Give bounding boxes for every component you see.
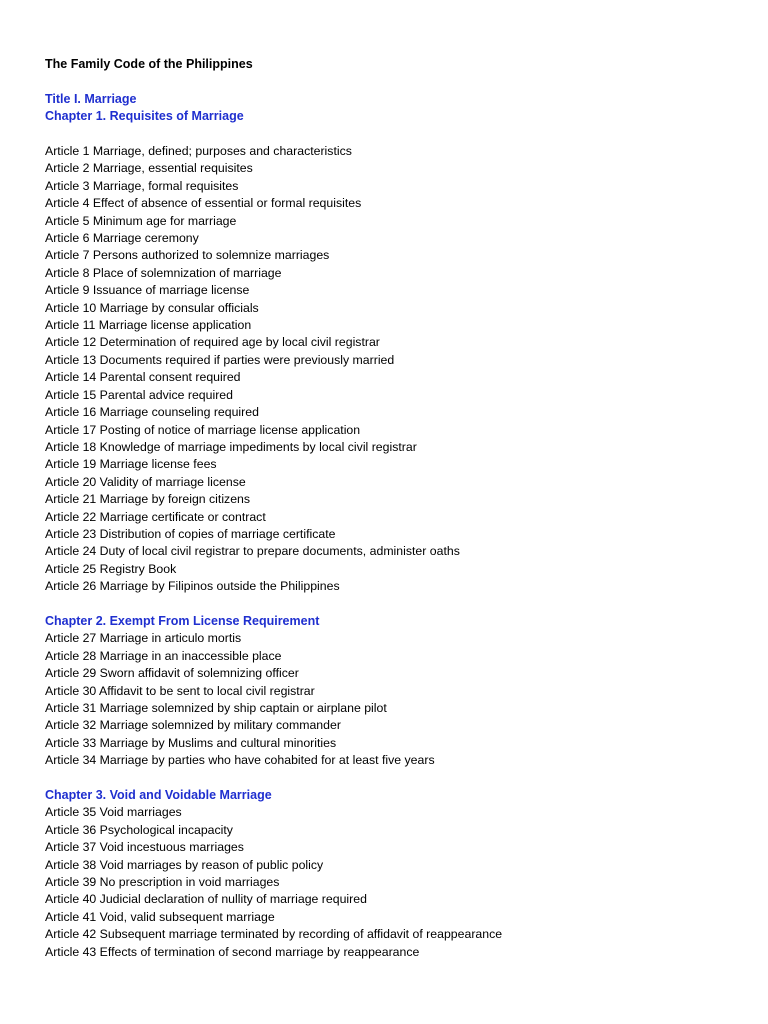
article-item: Article 25 Registry Book bbox=[45, 561, 177, 576]
article-item: Article 8 Place of solemnization of marriage bbox=[45, 265, 282, 280]
article-item: Article 20 Validity of marriage license bbox=[45, 474, 246, 489]
article-list bbox=[45, 630, 748, 769]
article-item: Article 28 Marriage in an inaccessible place bbox=[45, 648, 282, 663]
article-item: Article 14 Parental consent required bbox=[45, 370, 241, 385]
article-item: Article 38 Void marriages by reason of public policy bbox=[45, 857, 324, 872]
article-item: Article 33 Marriage by Muslims and cultural minorities bbox=[45, 735, 337, 750]
chapter-section bbox=[45, 613, 748, 770]
title-heading: Title I. Marriage bbox=[45, 91, 137, 106]
chapter-heading: Chapter 1. Requisites of Marriage bbox=[45, 109, 244, 124]
document-title: The Family Code of the Philippines bbox=[45, 57, 253, 71]
article-item: Article 24 Duty of local civil registrar to prepare documents, administer oaths bbox=[45, 544, 460, 559]
chapter-section bbox=[45, 787, 748, 961]
article-item: Article 22 Marriage certificate or contract bbox=[45, 509, 266, 524]
article-item: Article 43 Effects of termination of second marriage by reappearance bbox=[45, 944, 420, 959]
article-list bbox=[45, 143, 748, 596]
article-item: Article 36 Psychological incapacity bbox=[45, 822, 233, 837]
sections-container bbox=[45, 91, 748, 961]
chapter-heading: Chapter 3. Void and Voidable Marriage bbox=[45, 788, 272, 802]
article-item: Article 21 Marriage by foreign citizens bbox=[45, 492, 251, 507]
article-item: Article 29 Sworn affidavit of solemnizing officer bbox=[45, 666, 299, 681]
article-item: Article 4 Effect of absence of essential or formal requisites bbox=[45, 196, 362, 211]
article-item: Article 37 Void incestuous marriages bbox=[45, 840, 244, 855]
article-item: Article 1 Marriage, defined; purposes and characteristics bbox=[45, 144, 352, 158]
article-item: Article 17 Posting of notice of marriage license application bbox=[45, 422, 361, 437]
article-item: Article 41 Void, valid subsequent marriage bbox=[45, 909, 275, 924]
article-item: Article 9 Issuance of marriage license bbox=[45, 283, 250, 298]
article-item: Article 23 Distribution of copies of marriage certificate bbox=[45, 526, 336, 541]
article-item: Article 6 Marriage ceremony bbox=[45, 231, 199, 246]
spacer bbox=[45, 126, 748, 143]
article-item: Article 2 Marriage, essential requisites bbox=[45, 161, 253, 176]
chapter-heading: Chapter 2. Exempt From License Requirement bbox=[45, 613, 320, 628]
article-item: Article 30 Affidavit to be sent to local civil registrar bbox=[45, 683, 315, 698]
article-item: Article 13 Documents required if parties were previously married bbox=[45, 352, 395, 367]
article-item: Article 27 Marriage in articulo mortis bbox=[45, 631, 242, 646]
article-item: Article 35 Void marriages bbox=[45, 805, 182, 820]
article-item: Article 15 Parental advice required bbox=[45, 387, 233, 402]
article-item: Article 16 Marriage counseling required bbox=[45, 405, 259, 420]
article-item: Article 5 Minimum age for marriage bbox=[45, 213, 237, 228]
article-item: Article 42 Subsequent marriage terminated by recording of affidavit of reappearance bbox=[45, 927, 503, 942]
article-item: Article 7 Persons authorized to solemnize marriages bbox=[45, 248, 330, 263]
article-item: Article 40 Judicial declaration of nullity of marriage required bbox=[45, 892, 367, 907]
article-item: Article 34 Marriage by parties who have cohabited for at least five years bbox=[45, 753, 435, 768]
article-item: Article 3 Marriage, formal requisites bbox=[45, 178, 239, 193]
article-item: Article 26 Marriage by Filipinos outside the Philippines bbox=[45, 579, 340, 594]
article-list bbox=[45, 804, 748, 961]
chapter-section bbox=[45, 91, 748, 596]
article-item: Article 11 Marriage license application bbox=[45, 318, 252, 333]
article-item: Article 39 No prescription in void marriages bbox=[45, 875, 280, 890]
article-item: Article 12 Determination of required age by local civil registrar bbox=[45, 335, 380, 350]
article-item: Article 31 Marriage solemnized by ship captain or airplane pilot bbox=[45, 700, 387, 715]
article-item: Article 18 Knowledge of marriage impediments by local civil registrar bbox=[45, 439, 417, 454]
article-item: Article 32 Marriage solemnized by military commander bbox=[45, 718, 341, 733]
article-item: Article 10 Marriage by consular officials bbox=[45, 300, 259, 315]
article-item: Article 19 Marriage license fees bbox=[45, 457, 217, 472]
